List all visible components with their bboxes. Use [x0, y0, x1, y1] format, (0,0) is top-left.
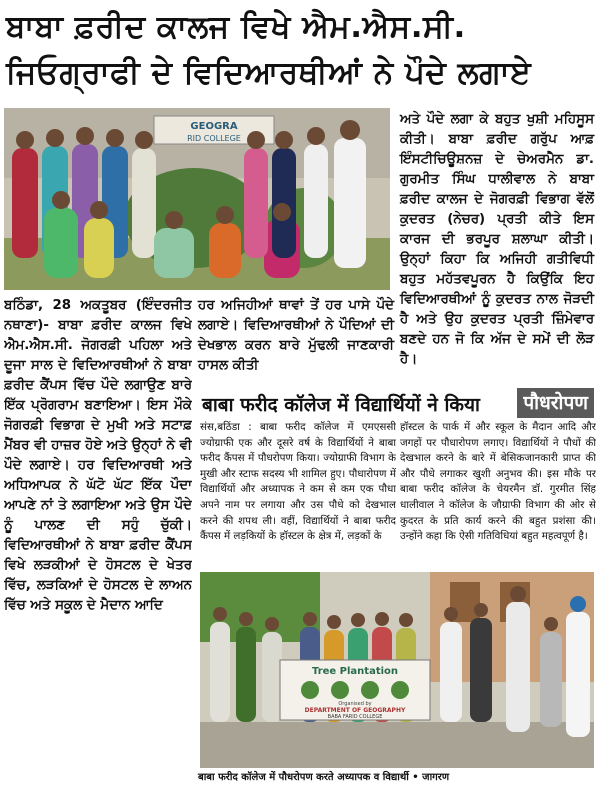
- photo-tree-plantation-image: [200, 572, 594, 768]
- photo-students-planting-image: [4, 108, 390, 290]
- punjabi-article-left-text: ਬਠਿੰਡਾ, 28 ਅਕਤੂਬਰ (ਇੰਦਰਜੀਤ ਨਥਾਣਾ)- ਬਾਬਾ ਫ਼ਰੀਦ ਕਾਲਜ ਵਿਖੇ ਐਮ.ਐਸ.ਸੀ. ਜੋਗਰਫ਼ੀ ਪਹਿਲਾ ਅਤੇ ਦੂਜਾ ਸਾਲ ਦੇ ਵਿਦਿਆਰਥੀਆਂ ਨੇ ਬਾਬਾ ਫ਼ਰੀਦ ਕੈਂਪਸ ਵਿੱਚ ਪੌਦੇ ਲਗਾਉਣ ਬਾਰੇ ਇੱਕ ਪ੍ਰੋਗਰਾਮ ਬਣਾਇਆ। ਇਸ ਮੌਕੇ ਜੋਗਰਫ਼ੀ ਵਿਭਾਗ ਦੇ ਮੁਖੀ ਅਤੇ ਸਟਾਫ਼ ਮੈਂਬਰ ਵੀ ਹਾਜ਼ਰ ਹੋਏ ਅਤੇ ਉਨ੍ਹਾਂ ਨੇ ਵੀ ਪੌਦੇ ਲਗਾਏ। ਹਰ ਵਿਦਿਆਰਥੀ ਅਤੇ ਅਧਿਆਪਕ ਨੇ ਘੱਟੋ ਘੱਟ ਇੱਕ ਪੌਦਾ ਆਪਣੇ ਨਾਂ ਤੇ ਲਗਾਇਆ ਅਤੇ ਉਸ ਪੌਦੇ ਨੂੰ ਪਾਲਣ ਦੀ ਸਹੁੰ ਚੁੱਕੀ। ਵਿਦਿਆਰਥੀਆਂ ਨੇ ਬਾਬਾ ਫ਼ਰੀਦ ਕੈਂਪਸ ਵਿਖੇ ਲੜਕੀਆਂ ਦੇ ਹੋਸਟਲ ਦੇ ਖੇਤਰ ਵਿੱਚ, ਲੜਕਿਆਂ ਦੇ ਹੋਸਟਲ ਦੇ ਲਾਅਨ ਵਿੱਚ ਅਤੇ ਸਕੂਲ ਦੇ ਮੈਦਾਨ ਆਦਿ: [4, 298, 192, 613]
- punjabi-article-right-text: ਅਤੇ ਪੌਦੇ ਲਗਾ ਕੇ ਬਹੁਤ ਖੁਸ਼ੀ ਮਹਿਸੂਸ ਕੀਤੀ। ਬਾਬਾ ਫ਼ਰੀਦ ਗਰੁੱਪ ਆਫ਼ ਇੰਸਟੀਚਿਊਸ਼ਨਜ਼ ਦੇ ਚੇਅਰਮੈਨ ਡਾ. ਗੁਰਮੀਤ ਸਿੰਘ ਧਾਲੀਵਾਲ ਨੇ ਬਾਬਾ ਫ਼ਰੀਦ ਕਾਲਜ ਦੇ ਜੋਗਰਫ਼ੀ ਵਿਭਾਗ ਵੱਲੋਂ ਕੁਦਰਤ (ਨੇਚਰ) ਪ੍ਰਤੀ ਕੀਤੇ ਇਸ ਕਾਰਜ ਦੀ ਭਰਪੂਰ ਸ਼ਲਾਘਾ ਕੀਤੀ। ਉਨ੍ਹਾਂ ਕਿਹਾ ਕਿ ਅਜਿਹੀ ਗਤੀਵਿਧੀ ਬਹੁਤ ਮਹੱਤਵਪੂਰਨ ਹੈ ਕਿਉਂਕਿ ਇਹ ਵਿਦਿਆਰਥੀਆਂ ਨੂੰ ਕੁਦਰਤ ਨਾਲ ਜੋੜਦੀ ਹੈ ਅਤੇ ਉਹ ਕੁਦਰਤ ਪ੍ਰਤੀ ਜ਼ਿੰਮੇਵਾਰ ਬਣਦੇ ਹਨ ਜੋ ਕਿ ਅੱਜ ਦੇ ਸਮੇਂ ਦੀ ਲੋੜ ਹੈ।: [400, 112, 594, 367]
- hindi-article-column-1: [200, 420, 396, 560]
- hindi-article-column-2: [400, 420, 596, 560]
- hindi-headline-text: बाबा फरीद कॉलेज में विद्यार्थियों ने किया: [202, 394, 480, 416]
- page-headline: ਬਾਬਾ ਫ਼ਰੀਦ ਕਾਲਜ ਵਿਖੇ ਐਮ.ਐਸ.ਸੀ. ਜਿਓਗ੍ਰਾਫੀ ਦੇ ਵਿਦਿਆਰਥੀਆਂ ਨੇ ਪੌਦੇ ਲਗਾਏ: [6, 9, 532, 91]
- banner-sub-2: DEPARTMENT OF GEOGRAPHY: [304, 707, 406, 714]
- banner-sub-3: BABA FARID COLLEGE: [327, 714, 383, 720]
- photo-caption: बाबा फरीद कॉलेज में पौधरोपण करते अध्यापक व विद्यार्थी • जागरण: [198, 772, 450, 783]
- banner-title: Tree Plantation: [311, 666, 399, 677]
- punjabi-article-column-left: [4, 296, 192, 658]
- banner-text-2: RID COLLEGE: [187, 134, 241, 143]
- banner-sub-1: Organised by: [338, 701, 372, 707]
- hindi-article-col1-text: संस,बठिंडा : बाबा फरीद कॉलेज में एमएससी ज्योग्राफी एक और दूसरे वर्ष के विद्यार्थियों ने बाबा फरीद कैंपस में पौधरोपण किया। ज्योग्राफी विभाग के मुखी और स्टाफ सदस्य भी शामिल हुए। पौधारोपण में विद्यार्थियों और अध्यापक ने कम से कम एक पौधा अपने नाम पर लगाया और उस पौधे को देखभाल करने की शपथ ली। वहीं, विद्यार्थियों ने बाबा फरीद कैंपस में लड़कियों के हॉस्टल के क्षेत्र में, लड़कों के: [200, 421, 396, 543]
- hindi-headline-highlight: पौधरोपण: [517, 388, 594, 418]
- hindi-article-col2-text: हॉस्टल के पार्क में और स्कूल के मैदान आदि और जगहों पर पौधारोपण लगाए। विद्यार्थियों ने पौधों की देखभाल करने के बारे में बेसिकजानकारी प्राप्त की और पौधे लगाकर खुशी अनुभव की। इस मौके पर बाबा फरीद कॉलेज के चेयरमैन डॉ. गुरमीत सिंह धालीवाल ने कॉलेज के जौग्राफी विभाग की ओर से कुदरत के प्रति कार्य करने की बहुत प्रशंसा की। उन्होंने कहा कि ऐसी गतिविधियां बहुत महत्वपूर्ण है।: [400, 421, 596, 543]
- photo-students-planting: [4, 108, 390, 290]
- punjabi-article-mid-text: ਹਰ ਅਜਿਹੀਆਂ ਥਾਵਾਂ ਤੇਂ ਹਰ ਪਾਸੇ ਪੌਦੇ ਲਗਾਏ। ਵਿਦਿਆਰਥੀਆਂ ਨੇ ਪੌਦਿਆਂ ਦੀ ਦੇਖਭਾਲ ਕਰਨ ਬਾਰੇ ਮੁੱਢਲੀ ਜਾਣਕਾਰੀ ਹਾਸਲ ਕੀਤੀ: [198, 298, 394, 373]
- tree-plantation-banner: [280, 660, 430, 720]
- punjabi-article-column-mid: [198, 296, 394, 380]
- hindi-headline: [198, 388, 596, 418]
- banner-text-1: GEOGRA: [190, 121, 238, 132]
- punjabi-article-column-right: [400, 110, 594, 370]
- photo-tree-plantation: [200, 572, 594, 768]
